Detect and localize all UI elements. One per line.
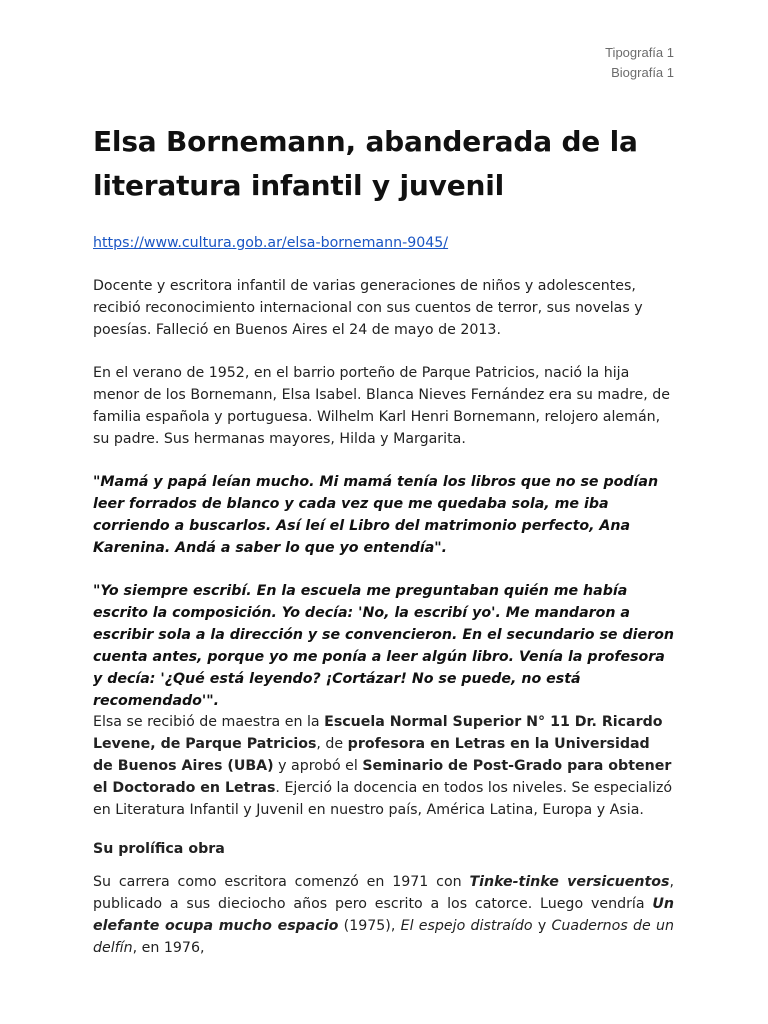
intro-paragraph: Docente y escritora infantil de varias generaciones de niños y adolescentes, recibió reconocimiento internacional con sus cuentos de terror, sus novelas y poesías. Falleció en Buenos Aires el 24 de mayo de 2013. (93, 278, 643, 338)
education-seminar: Seminario de Post-Grado para obtener el Doctorado en Letras (93, 758, 672, 796)
works-text-1: Su carrera como escritora comenzó en 1971 con (93, 874, 470, 890)
works-title-4: Cuadernos de un delfín (93, 918, 674, 956)
works-text-3: (1975), (338, 918, 401, 934)
source-link[interactable]: https://www.cultura.gob.ar/elsa-bornemann-9045/ (93, 235, 449, 251)
works-title-2: Un elefante ocupa mucho espacio (93, 896, 674, 934)
education-text-1: Elsa se recibió de maestra en la (93, 714, 325, 730)
quote-writing: "Yo siempre escribí. En la escuela me preguntaban quién me había escrito la composición. Yo decía: 'No, la escribí yo'. Me mandaron a escribir sola a la dirección y se convencieron. En el secundario se dieron cuenta antes, porque yo me ponía a leer algún libro. Venía la profesora y decía: '¿Qué está leyendo? ¡Cortázar! No se puede, no está recomendado'". (93, 583, 674, 709)
section-heading: Su prolífica obra (93, 841, 225, 857)
works-paragraph (93, 871, 674, 959)
header-section: Biografía 1 (611, 65, 674, 80)
education-paragraph (93, 711, 674, 821)
education-degree: profesora en Letras en la Universidad de Buenos Aires (UBA) (93, 736, 650, 774)
works-text-5: , en 1976, (132, 940, 205, 956)
works-text-4: y (532, 918, 552, 934)
childhood-paragraph: En el verano de 1952, en el barrio porteño de Parque Patricios, nació la hija menor de los Bornemann, Elsa Isabel. Blanca Nieves Fernández era su madre, de familia española y portuguesa. Wilhelm Karl Henri Bornemann, relojero alemán, su padre. Sus hermanas mayores, Hilda y Margarita. (93, 365, 670, 447)
works-title-3: El espejo distraído (400, 918, 533, 934)
works-title-1: Tinke-tinke versicuentos (469, 874, 670, 890)
education-text-3: y aprobó el (273, 758, 363, 774)
education-school: Escuela Normal Superior N° 11 Dr. Ricardo Levene, de Parque Patricios (93, 714, 663, 752)
header-course: Tipografía 1 (605, 45, 674, 60)
education-text-4: . Ejerció la docencia en todos los niveles. Se especializó en Literatura Infantil y Juvenil en nuestro país, América Latina, Europa y Asia. (93, 780, 673, 818)
works-text-2: , publicado a sus dieciocho años pero escrito a los catorce. Luego vendría (93, 874, 674, 912)
education-text-2: , de (316, 736, 348, 752)
page-header (605, 43, 674, 83)
page-title: Elsa Bornemann, abanderada de la literatura infantil y juvenil (93, 125, 638, 202)
quote-reading: "Mamá y papá leían mucho. Mi mamá tenía los libros que no se podían leer forrados de blanco y cada vez que me quedaba sola, me iba corriendo a buscarlos. Así leí el Libro del matrimonio perfecto, Ana Karenina. Andá a saber lo que yo entendía". (93, 474, 659, 556)
